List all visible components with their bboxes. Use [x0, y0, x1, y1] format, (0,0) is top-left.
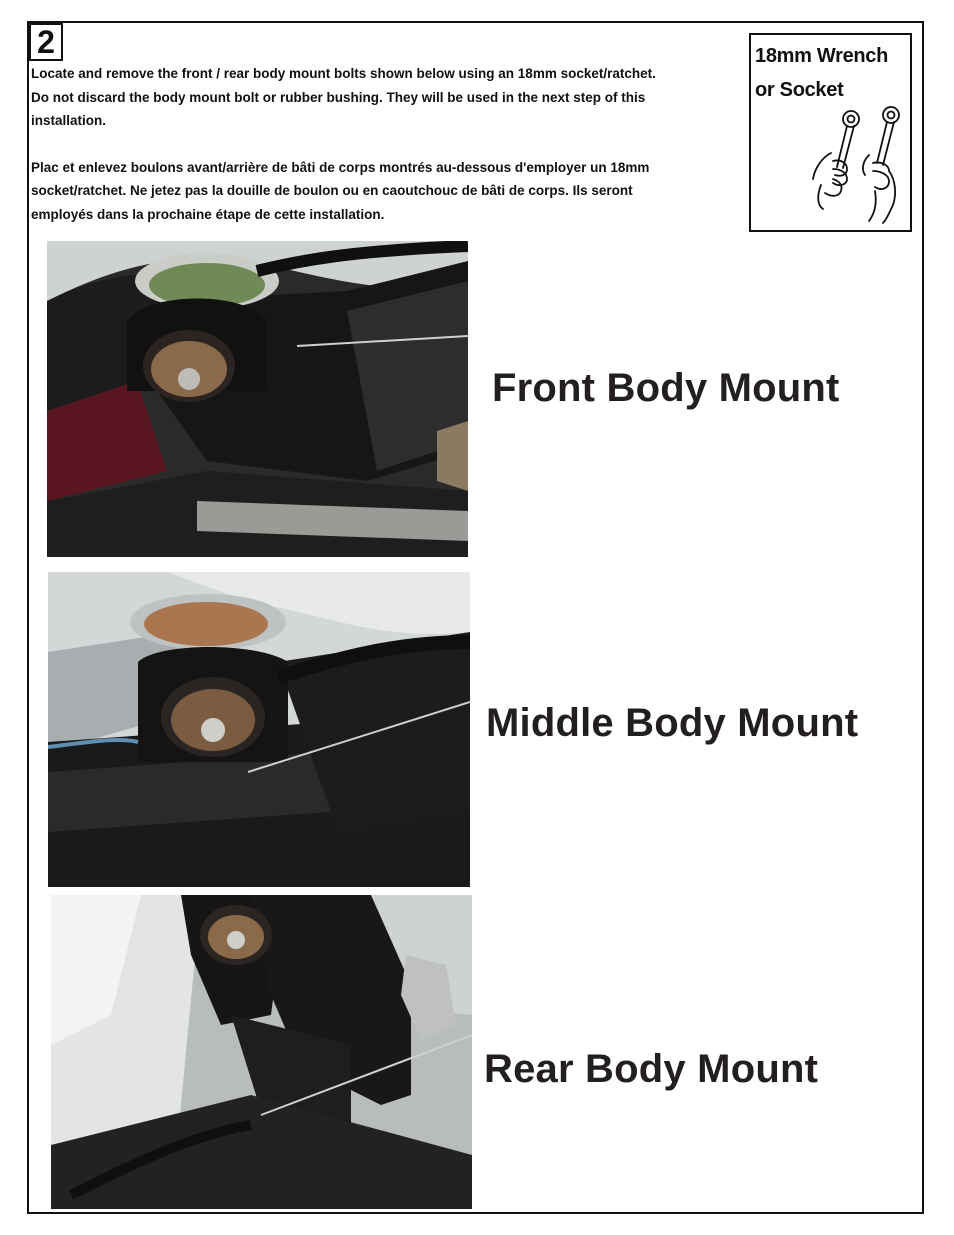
- middle-body-mount-label: Middle Body Mount: [486, 701, 859, 745]
- front-body-mount-photo: [47, 241, 468, 557]
- middle-body-mount-photo: [48, 572, 470, 887]
- rear-body-mount-photo: [51, 895, 472, 1209]
- tool-callout: [749, 33, 912, 232]
- instructions-english: Locate and remove the front / rear body mount bolts shown below using an 18mm socket/ratchet. Do not discard the body mount bolt or rubber bushing. They will be used in the next step of this installation.: [31, 66, 656, 128]
- instructions: [31, 62, 746, 226]
- rear-body-mount-label: Rear Body Mount: [484, 1047, 819, 1091]
- front-body-mount-label: Front Body Mount: [492, 366, 840, 410]
- step-number: 2: [29, 23, 63, 61]
- instructions-french: Plac et enlevez boulons avant/arrière de bâti de corps montrés au-dessous d'employer un 18mm socket/ratchet. Ne jetez pas la douille de boulon ou en caoutchouc de bâti de corps. Ils seront employés dans la prochaine étape de cette installation.: [31, 159, 650, 222]
- tool-label: 18mm Wrench or Socket: [755, 45, 889, 101]
- hands-holding-wrenches-icon: [803, 105, 903, 225]
